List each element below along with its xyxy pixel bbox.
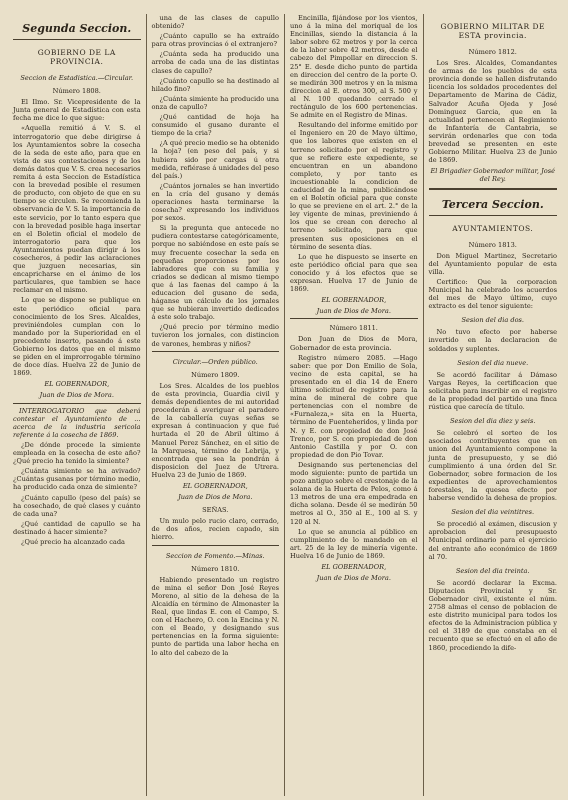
paragraph: Lo que se dispone se publique en este periódico oficial para conocimiento de los Sres. Alcaldes, previniéndoles cumplan con lo mandado por la Superioridad en el precedente inserto, pasando á este Gobierno los datos que en el mismo se piden en el improrrogable término de doce días. Huelva 22 de Junio de 1869. bbox=[13, 296, 141, 378]
session-heading: Sesion del dia treinta. bbox=[455, 566, 530, 575]
paragraph: Lo que se anuncia al público en cumplimiento de lo mandado en el art. 25 de la ley de minería vigente. Huelva 16 de Junio de 1869. bbox=[290, 527, 418, 560]
signature-title: EL GOBERNADOR, bbox=[182, 481, 248, 490]
paragraph: Resultando del informe emitido por el Ingeniero en 20 de Mayo último, que los labores que existen en el terreno solicitado por el registro y que se refiere este expediente, se encuentran en un abandono completo, y por tanto es incuestionable la condicion de caducidad de la mina, publicándose en el Boletín oficial para que conste lo que se previene en el art. 2.° de la ley vigente de minas, previniendo á los que se crean con derecho al terreno solicitado, para que presenten sus oposiciones en el término de sesenta días. bbox=[290, 121, 418, 251]
signature-name: Juan de Dios de Mora. bbox=[316, 574, 391, 583]
session-heading: Sesion del dia dos. bbox=[461, 316, 525, 325]
signature: El Brigadier Gobernador militar, José del Rey. bbox=[430, 167, 556, 184]
paragraph: Lo que he dispuesto se inserte en este periódico oficial para que sea conocido y á los efectos que se expresan. Huelva 17 de Junio de 1869. bbox=[290, 252, 418, 294]
military-heading: GOBIERNO MILITAR DE ESTA provincia. bbox=[440, 22, 545, 40]
subheading: Seccion de Estadistica.—Circular. bbox=[20, 74, 134, 82]
column-4 bbox=[424, 14, 562, 796]
paragraph: ¿A qué precio medio se ha obtenido la hoja? (en peso del país, y si hubiera sido por cargas ú otra medida, refiérase á unidades del peso del país.) bbox=[151, 139, 279, 180]
divider bbox=[290, 318, 418, 319]
interrogatory-title: INTERROGATORIO que deberá contestar el Ayuntamiento de ... acerca de la industria sericola referente á la cosecha de 1869. bbox=[13, 406, 141, 439]
divider bbox=[152, 351, 280, 352]
paragraph: Se acordó declarar la Excma. Diputacion Provincial y Sr. Gobernador civil, existente el núm. 2758 almas el censo de poblacion de este distrito municipal para todos los efectos de la Administracion pública y cel el 3189 de que constaba en el recuento que se efectuó en el año de 1860, procediendo la dife- bbox=[428, 578, 557, 652]
notice-number: Número 1810. bbox=[191, 564, 240, 573]
question: ¿Qué precio ha alcanzado cada bbox=[21, 537, 125, 546]
paragraph: una de las clases de capullo obtenido? bbox=[151, 14, 279, 31]
divider bbox=[429, 188, 557, 190]
question: ¿De dónde procede la simiente empleada en la cosecha de este año? ¿Qué precio ha tenido la simiente? bbox=[13, 440, 141, 466]
signature-title: EL GOBERNADOR, bbox=[321, 296, 387, 305]
notice-number: Número 1813. bbox=[468, 240, 517, 249]
signature-title: EL GOBERNADOR, bbox=[321, 563, 387, 571]
paragraph: Don Miguel Martinez, Secretario del Ayuntamiento popular de esta villa. bbox=[428, 251, 557, 276]
paragraph: Certifico: Que la corporacion Municipal ha celebrado los acuerdos del mes de Mayo último, cuyo extracto es del tenor siguiente: bbox=[428, 277, 557, 311]
paragraph: «Aquella remitió á V. S. el interrogatorio que debe dirigirse á los Ayuntamientos sobre la cosecha de la seda de este año, para que en vista de sus contestaciones y de los demás datos que V. S. crea necesarios remita á esta Seccion de Estadística con la brevedad posible el resumen de producto, con objeto de que en su tiempo se circulen. Se recomienda la observancia de V. S. la importancia de este servicio, por lo tanto espera que con la brevedad posible haga insertar en el Boletin oficial el modelo de interrogatorio para que los Ayuntamientos puedan dirigir á los cosecheros, á pedir las aclaraciones que juzguen necesarias, sin encapricharse en el ánimo de los particulares, que tambien se hace reclamar en el mismo. bbox=[13, 124, 141, 295]
signature-name: Juan de Dios de Mora. bbox=[316, 307, 391, 316]
paragraph: ¿Cuánto capullo se ha destinado al hilado fino? bbox=[151, 76, 279, 93]
notice-number: Número 1809. bbox=[191, 370, 240, 379]
paragraph: Se procedió al exámen, discusion y aprobacion del presupuesto Municipal ordinario para el ejercicio del entrante año económico de 1869 al 70. bbox=[428, 520, 557, 561]
ayuntamientos-heading: AYUNTAMIENTOS. bbox=[452, 223, 534, 233]
paragraph: Don Juan de Dios de Mora, Gobernador de esta provincia. bbox=[290, 335, 418, 352]
signature-name: Juan de Dios de Mora. bbox=[178, 493, 253, 502]
signature-name: Juan de Dios de Mora. bbox=[39, 391, 114, 400]
paragraph: Habiendo presentado un registro de mina el señor Don José Reyes Moreno, al sitio de la dehesa de la Alcaidía en término de Almonaster la Real, que lindas E. con el Campo, S. con el Hachero, O. con la Encina y N. con el Beado, y designando sus pertenencias en la forma siguiente: punto de partida una labor hecha en lo alto del cabezo de la bbox=[151, 575, 279, 657]
session-heading: Sesion del dia diez y seis. bbox=[450, 417, 536, 426]
divider bbox=[13, 403, 141, 404]
paragraph: Designando sus pertenencias del modo siguiente: punto de partida un pozo antiguo sobre el crestonaje de la solana de la Huerta de Pelos, como á 13 metros de una era empedrada en dicha solana. Desde él se medirán 50 metros al O., 350 al E., 100 al S. y 120 al N. bbox=[290, 460, 418, 526]
question: ¿Qué cantidad de capullo se ha destinado á hacer simiente? bbox=[13, 519, 141, 536]
section-title: Tercera Seccion. bbox=[441, 197, 544, 211]
paragraph: ¿Qué precio por término medio tuvieron los jornales, con distincion de varones, hembras y niños? bbox=[151, 323, 279, 348]
section-title: Segunda Seccion. bbox=[22, 22, 132, 35]
notice-number: Número 1808. bbox=[52, 87, 101, 96]
question: ¿Cuánto capullo (peso del país) se ha cosechado, de qué clases y cuánto de cada una? bbox=[13, 493, 141, 518]
subheading: Seccion de Fomento.—Minas. bbox=[165, 551, 265, 560]
session-heading: Sesion del dia nueve. bbox=[457, 358, 529, 367]
column-2 bbox=[147, 14, 286, 796]
senas-heading: SEÑAS. bbox=[202, 506, 229, 515]
signature-title: EL GOBERNADOR, bbox=[44, 380, 110, 389]
column-3 bbox=[285, 14, 424, 796]
notice-number: Número 1812. bbox=[468, 48, 517, 56]
divider bbox=[152, 545, 280, 546]
session-heading: Sesion del dia veintitres. bbox=[451, 508, 535, 517]
paragraph: Encinilla, fijándose por los vientos, uno á la mina del moriqual de los Encinillas, siendo la distancia á la labor sobre 62 metros y por la cerca de la labor sobre 42 metros, desde el cabezo del Pimpollar en direccion S. 25° E. desde dicho punto de partida en direccion del centro de la porte O. se medirán 300 metros y en la misma direccion al E. otros 300, al S. 500 y al N. 100 quedando cerrado el rectángulo de los 600 pertenencias. Se admite en el Registro de Minas. bbox=[290, 14, 418, 120]
paragraph: Se acordó facilitar á Dámaso Vargas Reyes, la certificacion que solicitaba para inscribir en el registro de la propiedad del partido una finca rústica que carecía de título. bbox=[428, 370, 557, 412]
notice-number: Número 1811. bbox=[329, 324, 378, 333]
divider bbox=[13, 39, 141, 40]
subheading: Circular.—Orden público. bbox=[172, 357, 258, 366]
paragraph: No tuvo efecto por haberse invertido en la declaracion de soldados y suplentes. bbox=[428, 328, 557, 353]
paragraph: ¿Qué cantidad de hoja ha consumido el gusano durante el tiempo de la cria? bbox=[151, 113, 279, 138]
paragraph: Un mulo pelo rucio claro, cerrado, de dos años, recien capado, sin hierro. bbox=[151, 517, 279, 542]
paragraph: El Ilmo. Sr. Vicepresidente de la Junta general de Estadística con esta fecha me dice lo que sigue: bbox=[13, 98, 141, 123]
paragraph: Registro número 2085. —Hago saber: que por Don Emilio de Sola, vecino de esta capital, se ha presentado en el dia 14 de Enero último solicitud de registro para la mina de mineral de cobre que pertenencias con el nombre de «Furnaleza,» sita en la Huerta, término de Fuenteheridos, y linda por N. y E. con propiedad de don José Trenco, por S. con propiedad de don Antonio Castilla y por O. con propiedad de don Pio Tovar. bbox=[290, 353, 418, 459]
paragraph: ¿Cuántos jornales se han invertido en la cría del gusano y demás operaciones hasta terminarse la cosecha? expresando los individuos por sexos. bbox=[151, 181, 279, 223]
paragraph: Si la pregunta que antecede no pudiera contestarse categóricamente, porque no sabiéndose en este país se muy frecuente cosechar la seda en pequeñas proporciones por los labradores que con su familia y criados se dedican al mismo tiempo que á las faenas del campo á la educacion del gusano de seda, háganse un cálculo de los jornales que se hubieran invertido dedicados á este solo trabajo. bbox=[151, 224, 279, 322]
paragraph: Los Sres. Alcaldes de los pueblos de esta provincia, Guardia civil y demás dependientes de mi autoridad procederán á averiguar el paradero de la caballería cuyas señas se expresan á continuacion y que fué hurtada el 20 de Abril último á Manuel Perez Sánchez, en el sitio de la Marquesa, término de Lebrija, y encontrada que sea la pondrán á disposicion del Juez de Utrera. Huelva 23 de Junio de 1869. bbox=[151, 381, 279, 479]
paragraph: Los Sres. Alcaldes, Comandantes de armas de los pueblos de esta provincia donde se hallen disfrutando licencia los soldados procedentes del Departamento de Marina de Cádiz, Salvador Acuña Ojeda y José Dominguez Garcia, que en la actualidad pertenecen al Regimiento de Infantería de Cantabria, se servirán ordenarles que con toda brevedad se presenten en este Gobierno Militar. Huelva 23 de Junio de 1869. bbox=[428, 59, 557, 165]
paragraph: ¿Cuánta simiente ha producido una onza de capullo? bbox=[151, 94, 279, 111]
divider bbox=[429, 215, 557, 216]
paragraph: ¿Cuánta seda ha producido una arroba de cada una de las distintas clases de capullo? bbox=[151, 50, 279, 75]
paragraph: Se celebró el sorteo de los asociados contribuyentes que en union del Ayuntamiento compone la junta de presupuesto, y se dió cumplimiento á una órden del Sr. Gobernador, sobre formacion de los expedientes de aprovechamientos forestales, la quesea efecto por haberse vendido la dehesa de propios. bbox=[428, 429, 557, 503]
gov-heading: GOBIERNO DE LA PROVINCIA. bbox=[37, 48, 116, 66]
paragraph: ¿Cuánto capullo se ha extraído para otras provincias ó el extranjero? bbox=[151, 32, 279, 49]
question: ¿Cuánta simiente se ha avivado? ¿Cuántas gusanas por término medio, ha producido cada onza de simiente? bbox=[13, 467, 141, 492]
column-1 bbox=[8, 14, 147, 796]
